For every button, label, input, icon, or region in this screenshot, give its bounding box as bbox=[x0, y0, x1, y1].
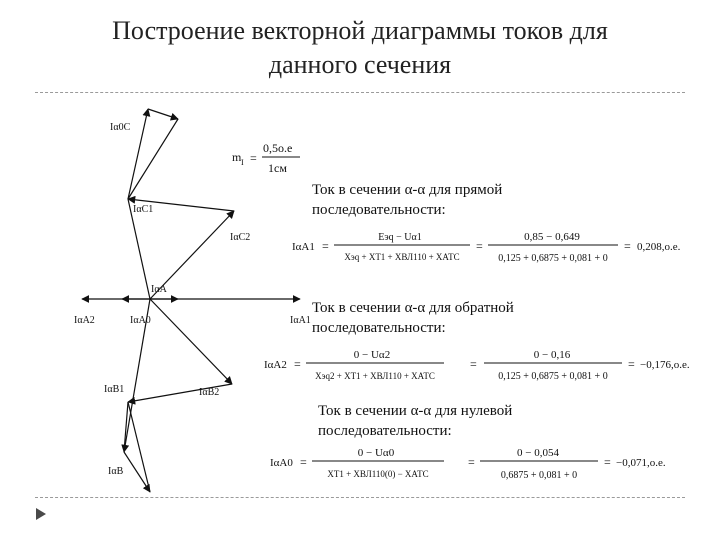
svg-text:=: = bbox=[624, 239, 631, 253]
vector-IaB-tri-c bbox=[128, 402, 150, 492]
svg-text:0,6875 + 0,081 + 0: 0,6875 + 0,081 + 0 bbox=[500, 470, 578, 481]
svg-text:IαА1: IαА1 bbox=[292, 241, 315, 253]
svg-text:=: = bbox=[628, 357, 635, 371]
formula-zero bbox=[268, 442, 710, 488]
svg-text:0 − Uα0: 0 − Uα0 bbox=[357, 447, 395, 459]
vector-IaB-tri-b bbox=[124, 452, 150, 492]
formula-negative bbox=[262, 344, 710, 388]
svg-text:m: m bbox=[232, 150, 242, 164]
label-IaA0: IαА0 bbox=[130, 315, 151, 326]
svg-text:Xэq2 + XТ1 + XВЛ110 + XАТС: Xэq2 + XТ1 + XВЛ110 + XАТС bbox=[315, 371, 435, 381]
svg-text:=: = bbox=[468, 455, 475, 469]
label-IaB: IαВ bbox=[108, 466, 124, 477]
svg-text:−0,071,o.e.: −0,071,o.e. bbox=[616, 457, 666, 469]
svg-text:0,85 − 0,649: 0,85 − 0,649 bbox=[524, 231, 580, 243]
svg-text:0,125 + 0,6875 + 0,081 + 0: 0,125 + 0,6875 + 0,081 + 0 bbox=[498, 253, 608, 264]
label-IaB2: IαВ2 bbox=[199, 387, 220, 398]
vector-IaB-tri-a bbox=[124, 402, 128, 452]
svg-text:1см: 1см bbox=[268, 161, 287, 175]
svg-text:IαА0: IαА0 bbox=[270, 457, 293, 469]
label-IaA2: IαА2 bbox=[74, 315, 95, 326]
heading-positive-sequence: Ток в сечении α-α для прямой последовательности: bbox=[312, 182, 503, 218]
formula-positive bbox=[290, 226, 710, 270]
svg-text:Eэq − Uα1: Eэq − Uα1 bbox=[378, 232, 422, 243]
svg-text:0,125 + 0,6875 + 0,081 + 0: 0,125 + 0,6875 + 0,081 + 0 bbox=[498, 371, 608, 382]
svg-text:=: = bbox=[604, 455, 611, 469]
svg-text:=: = bbox=[300, 455, 307, 469]
svg-text:0,208,o.e.: 0,208,o.e. bbox=[637, 241, 681, 253]
svg-text:=: = bbox=[294, 357, 301, 371]
svg-text:0,5о.е: 0,5о.е bbox=[263, 141, 293, 155]
label-IaA1: IαА1 bbox=[290, 315, 311, 326]
svg-text:0 − Uα2: 0 − Uα2 bbox=[353, 349, 391, 361]
svg-text:I: I bbox=[241, 158, 244, 167]
vector-Ic0C-c bbox=[128, 119, 178, 199]
scale-formula bbox=[232, 141, 300, 175]
svg-text:−0,176,o.e.: −0,176,o.e. bbox=[640, 359, 690, 371]
bullet-arrow-icon bbox=[34, 507, 48, 521]
label-IaC2: IαС2 bbox=[230, 232, 251, 243]
svg-text:0 − 0,16: 0 − 0,16 bbox=[533, 349, 571, 361]
title-line-1: Построение векторной диаграммы токов для bbox=[112, 16, 608, 45]
label-IaB1: IαВ1 bbox=[104, 384, 125, 395]
heading-negative-sequence: Ток в сечении α-α для обратной последовательности: bbox=[312, 300, 514, 336]
heading-zero-sequence: Ток в сечении α-α для нулевой последовательности: bbox=[318, 403, 513, 439]
svg-text:=: = bbox=[470, 357, 477, 371]
label-Ic0C: Iα0С bbox=[110, 122, 131, 133]
title-line-2: данного сечения bbox=[268, 50, 452, 79]
vector-Ic0C-b bbox=[148, 109, 178, 119]
vector-Ic0C-a bbox=[128, 109, 148, 199]
label-IaA: IαА bbox=[151, 284, 167, 295]
svg-text:=: = bbox=[322, 239, 329, 253]
svg-text:=: = bbox=[250, 151, 257, 165]
svg-text:IαА2: IαА2 bbox=[264, 359, 287, 371]
label-IaC1: IαС1 bbox=[133, 204, 154, 215]
svg-text:Xэq + XТ1 + XВЛ110 + XАТС: Xэq + XТ1 + XВЛ110 + XАТС bbox=[344, 252, 460, 262]
svg-text:0 − 0,054: 0 − 0,054 bbox=[517, 447, 559, 459]
svg-text:=: = bbox=[476, 239, 483, 253]
svg-text:XТ1 + XВЛ110(0) − XАТС: XТ1 + XВЛ110(0) − XАТС bbox=[327, 469, 429, 479]
vector-IaB2 bbox=[150, 299, 232, 384]
